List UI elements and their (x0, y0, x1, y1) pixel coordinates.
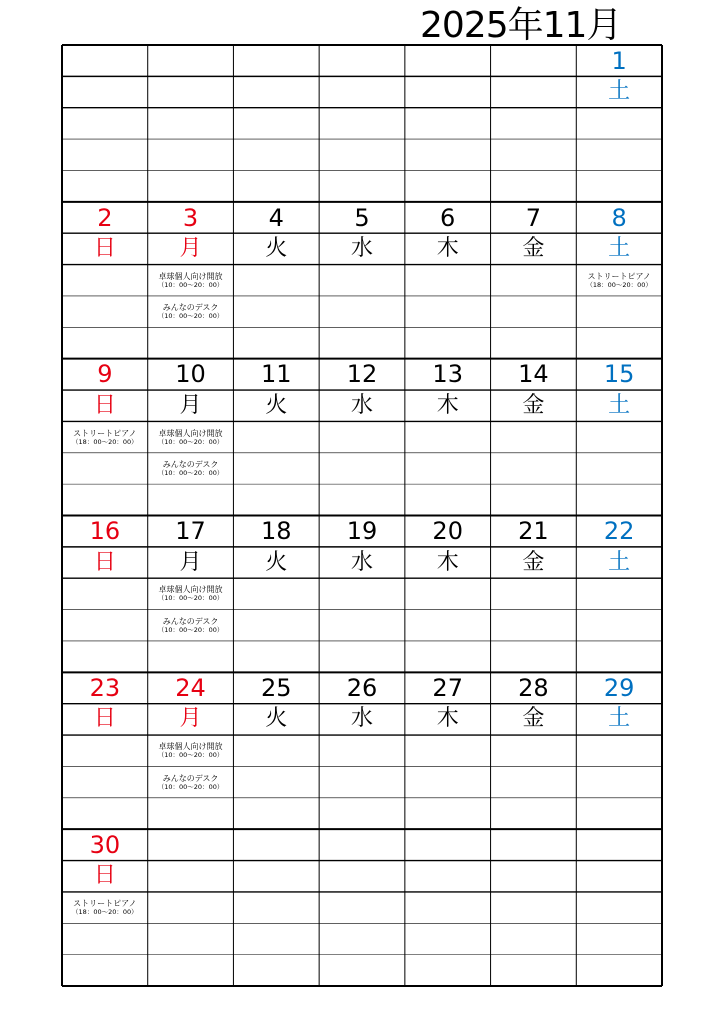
weekday-label: 月 (179, 392, 202, 418)
event-time: （18：00〜20：00） (72, 908, 138, 917)
weekday-label: 木 (436, 392, 459, 418)
event-entry (148, 296, 234, 327)
calendar-title: 2025年11月 (420, 5, 622, 46)
day-number: 1 (611, 46, 627, 75)
day-number: 19 (346, 517, 378, 546)
event-name: 卓球個人向け開放 (158, 428, 223, 438)
weekday-label: 金 (522, 392, 545, 418)
day-number: 14 (518, 360, 549, 389)
day-number: 7 (525, 203, 542, 232)
weekday-label: 日 (93, 706, 116, 732)
weekday-label: 月 (179, 549, 202, 575)
event-time: （10：00〜20：00） (157, 782, 224, 791)
day-number: 16 (89, 517, 121, 546)
weekday-label: 金 (522, 706, 545, 732)
event-time: （18：00〜20：00） (586, 280, 652, 289)
weekday-label: 水 (350, 392, 373, 418)
event-time: （10：00〜20：00） (157, 751, 224, 760)
event-time: （10：00〜20：00） (157, 312, 224, 321)
day-number: 9 (97, 360, 113, 389)
event-time: （18：00〜20：00） (72, 437, 138, 446)
day-number: 5 (354, 203, 370, 232)
event-entry (148, 453, 234, 484)
day-number: 3 (182, 203, 199, 232)
event-name: みんなのデスク (162, 303, 219, 313)
day-number: 25 (261, 674, 292, 702)
event-name: ストリートピアノ (587, 271, 651, 281)
day-number: 21 (518, 517, 549, 546)
day-number: 28 (518, 674, 549, 702)
event-entry (148, 735, 234, 766)
day-number: 15 (603, 360, 635, 389)
day-number: 24 (175, 674, 206, 702)
weekday-label: 日 (93, 235, 116, 261)
event-name: みんなのデスク (162, 459, 219, 469)
weekday-label: 月 (179, 706, 202, 732)
day-number: 2 (97, 203, 113, 232)
event-name: みんなのデスク (162, 773, 219, 783)
event-entry (148, 578, 234, 609)
weekday-label: 火 (265, 549, 288, 575)
weekday-label: 月 (179, 235, 202, 261)
weekday-label: 木 (436, 235, 459, 261)
weekday-label: 水 (350, 706, 373, 732)
weekday-label: 水 (350, 549, 373, 575)
event-time: （10：00〜20：00） (157, 280, 224, 289)
day-number: 26 (346, 674, 378, 702)
event-time: （10：00〜20：00） (157, 437, 224, 446)
weekday-label: 火 (265, 392, 288, 418)
event-name: 卓球個人向け開放 (158, 585, 223, 595)
day-number: 27 (432, 674, 463, 702)
event-name: みんなのデスク (162, 616, 219, 626)
event-entry (62, 892, 148, 923)
event-name: ストリートピアノ (73, 899, 137, 909)
weekday-label: 金 (522, 549, 545, 575)
day-number: 8 (611, 203, 627, 232)
weekday-label: 木 (436, 549, 459, 575)
event-name: 卓球個人向け開放 (158, 742, 223, 752)
event-entry (148, 265, 234, 296)
day-number: 22 (603, 517, 635, 546)
weekday-label: 水 (350, 235, 373, 261)
day-number: 11 (261, 360, 292, 389)
weekday-label: 土 (608, 392, 631, 418)
weekday-label: 土 (608, 79, 631, 105)
event-time: （10：00〜20：00） (157, 594, 224, 603)
weekday-label: 日 (93, 549, 116, 575)
weekday-label: 土 (608, 706, 631, 732)
event-name: 卓球個人向け開放 (158, 271, 223, 281)
day-number: 29 (603, 674, 635, 702)
day-number: 23 (89, 674, 121, 702)
weekday-label: 金 (522, 235, 545, 261)
event-name: ストリートピアノ (73, 428, 137, 438)
event-entry (576, 265, 662, 296)
day-number: 18 (261, 517, 292, 546)
event-entry (148, 421, 234, 452)
day-number: 10 (175, 360, 206, 389)
weekday-label: 火 (265, 235, 288, 261)
weekday-label: 木 (436, 706, 459, 732)
day-number: 17 (175, 517, 206, 546)
event-time: （10：00〜20：00） (157, 468, 224, 477)
day-number: 20 (432, 517, 463, 546)
event-entry (148, 766, 234, 797)
weekday-label: 土 (608, 549, 631, 575)
weekday-label: 日 (93, 392, 116, 418)
day-number: 12 (346, 360, 378, 389)
weekday-label: 火 (265, 706, 288, 732)
day-number: 30 (89, 830, 121, 859)
weekday-label: 土 (608, 235, 631, 261)
event-entry (148, 610, 234, 641)
day-number: 6 (440, 203, 456, 232)
day-number: 4 (268, 203, 284, 232)
weekday-label: 日 (93, 863, 116, 889)
day-number: 13 (432, 360, 463, 389)
event-entry (62, 421, 148, 452)
event-time: （10：00〜20：00） (157, 625, 224, 634)
